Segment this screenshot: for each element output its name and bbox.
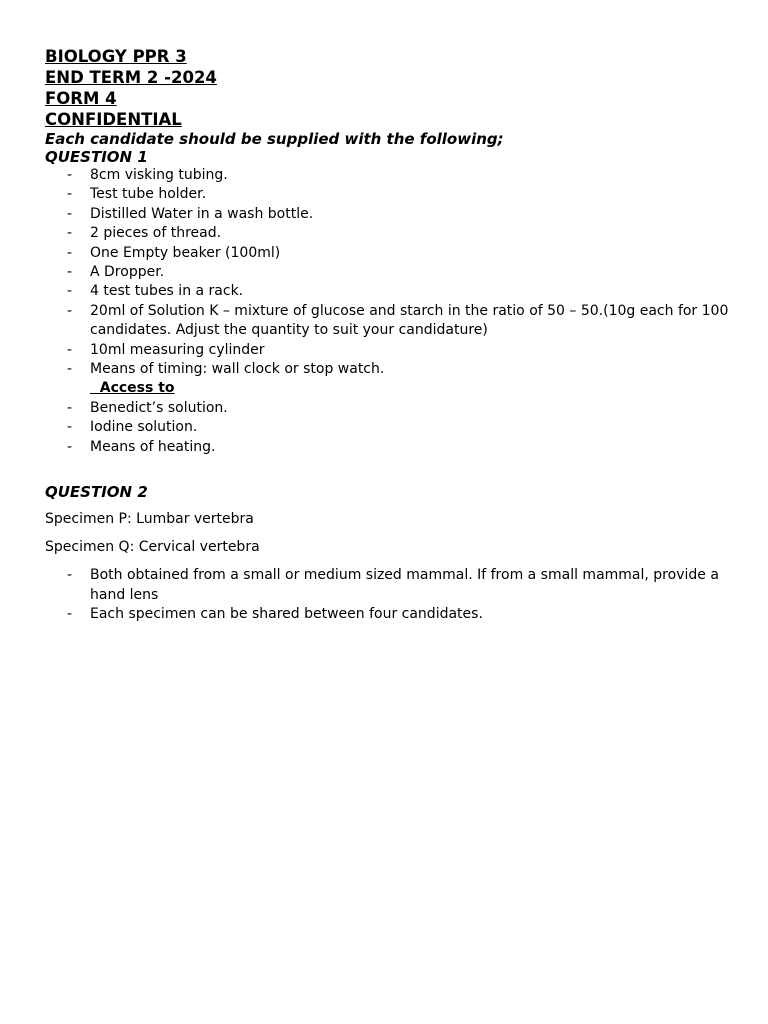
question-2-section	[45, 483, 735, 624]
exam-term: END TERM 2 -2024	[45, 68, 217, 87]
list-item: - 4 test tubes in a rack.	[67, 283, 244, 300]
list-item: - 20ml of Solution K – mixture of glucose and starch in the ratio of 50 – 50.(10g each for 100 candidates. Adjust the quantity to suit your candidature)	[67, 302, 729, 339]
list-item: - Both obtained from a small or medium sized mammal. If from a small mammal, provide a hand lens	[67, 567, 719, 603]
list-item: - Distilled Water in a wash bottle.	[67, 205, 314, 222]
confidential-label: CONFIDENTIAL	[45, 110, 182, 129]
intro-instruction: Each candidate should be supplied with the following;	[45, 130, 504, 148]
list-item: - 2 pieces of thread.	[67, 225, 222, 242]
list-item: - A Dropper.	[67, 264, 165, 281]
list-item: - Benedict’s solution.	[67, 399, 228, 416]
list-item: - One Empty beaker (100ml)	[67, 244, 281, 261]
list-item: - Means of heating.	[67, 438, 216, 455]
question-2-items	[45, 566, 735, 624]
section-spacer	[45, 457, 735, 483]
access-to-items	[45, 399, 735, 457]
list-item: - Each specimen can be shared between four candidates.	[67, 605, 483, 622]
list-item: - Iodine solution.	[67, 419, 198, 436]
specimen-q: Specimen Q: Cervical vertebra	[45, 539, 260, 556]
document-page	[45, 46, 735, 624]
question-1-heading: QUESTION 1	[45, 148, 148, 166]
form-level: FORM 4	[45, 89, 117, 108]
question-1-section	[45, 148, 735, 457]
list-item: - 8cm visking tubing.	[67, 167, 228, 183]
question-1-items	[45, 166, 735, 379]
list-item: - Means of timing: wall clock or stop watch.	[67, 361, 385, 378]
list-item: - 10ml measuring cylinder	[67, 341, 265, 358]
paper-title: BIOLOGY PPR 3	[45, 47, 187, 66]
question-2-heading: QUESTION 2	[45, 483, 148, 502]
specimen-p: Specimen P: Lumbar vertebra	[45, 511, 254, 528]
list-item: - Test tube holder.	[67, 186, 207, 203]
access-to-heading: Access to	[90, 380, 175, 397]
document-header	[45, 46, 735, 148]
